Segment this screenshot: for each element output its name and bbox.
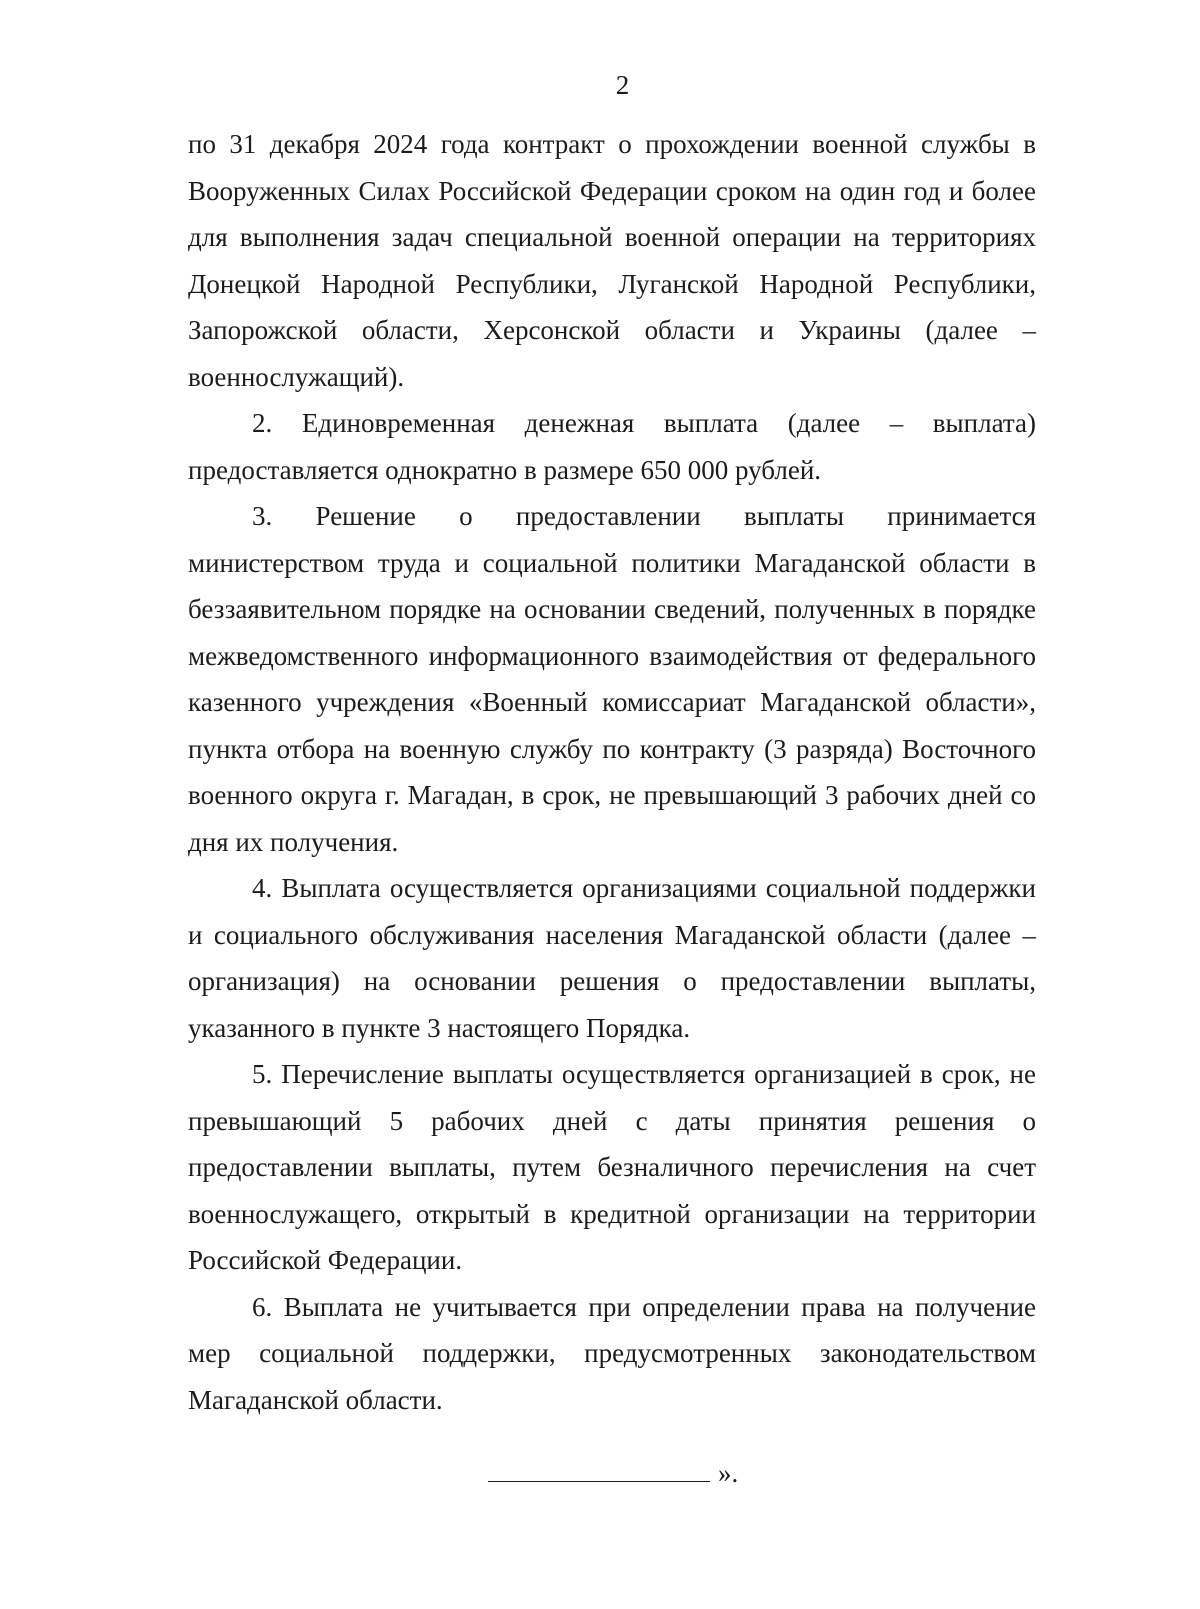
closing-divider-line	[488, 1481, 710, 1482]
document-body	[188, 121, 1036, 1423]
paragraph-item-5: 5. Перечисление выплаты осуществляется организацией в срок, не превышающий 5 рабочих дней с даты принятия решения о предоставлении выплаты, путем безналичного перечисления на счет военнослужащего, открытый в кредитной организации на территории Российской Федерации.	[188, 1059, 1036, 1275]
paragraph-continuation: по 31 декабря 2024 года контракт о прохождении военной службы в Вооруженных Силах Российской Федерации сроком на один год и более для выполнения задач специальной военной операции на территориях Донецкой Народной Республики, Луганской Народной Республики, Запорожской области, Херсонской области и Украины (далее – военнослужащий).	[188, 129, 1036, 392]
closing-block	[488, 1448, 738, 1488]
paragraph-item-2: 2. Единовременная денежная выплата (далее – выплата) предоставляется однократно в размере 650 000 рублей.	[188, 408, 1036, 485]
page-number: 2	[615, 70, 630, 100]
paragraph-item-3: 3. Решение о предоставлении выплаты принимается министерством труда и социальной политики Магаданской области в беззаявительном порядке на основании сведений, полученных в порядке межведомственного информационного взаимодействия от федерального казенного учреждения «Военный комиссариат Магаданской области», пункта отбора на военную службу по контракту (3 разряда) Восточного военного округа г. Магадан, в срок, не превышающий 3 рабочих дней со дня их получения.	[188, 501, 1036, 857]
paragraph-item-4: 4. Выплата осуществляется организациями социальной поддержки и социального обслуживания населения Магаданской области (далее – организация) на основании решения о предоставлении выплаты, указанного в пункте 3 настоящего Порядка.	[188, 873, 1036, 1043]
closing-quote-mark: ».	[718, 1458, 739, 1488]
paragraph-item-6: 6. Выплата не учитывается при определении права на получение мер социальной поддержки, предусмотренных законодательством Магаданской области.	[188, 1291, 1036, 1415]
